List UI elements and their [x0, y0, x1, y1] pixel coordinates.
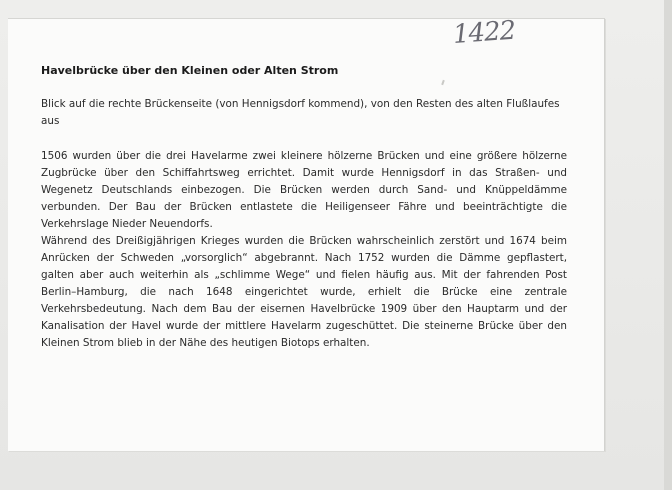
document-title: Havelbrücke über den Kleinen oder Alten Strom [41, 64, 339, 77]
paragraph-history-later: Während des Dreißigjährigen Krieges wurden die Brücken wahrscheinlich zerstört und 1674 beim Anrücken der Schweden „vorsorglich“ abgebrannt. Nach 1752 wurden die Dämme gepflastert, galten aber auch weiterhin als „schlimme Wege“ und fielen häufig aus. Mit der fahrenden Post Berlin–Hamburg, die nach 1648 eingerichtet wurde, erhielt die Brücke eine zentrale Verkehrsbedeutung. Nach dem Bau der eisernen Havelbrücke 1909 über den Hauptarm und der Kanalisation der Havel wurde der mittlere Havelarm zugeschüttet. Die steinerne Brücke über den Kleinen Strom blieb in der Nähe des heutigen Biotops erhalten. [41, 235, 567, 349]
document-subtitle: Blick auf die rechte Brückenseite (von Hennigsdorf kommend), von den Resten des alten Flußlaufes aus [41, 98, 560, 127]
scan-edge [664, 0, 672, 490]
document-body [41, 148, 567, 352]
handwritten-number: 1422 [452, 15, 517, 50]
paragraph-history-1506: 1506 wurden über die drei Havelarme zwei kleinere hölzerne Brücken und eine größere hölzerne Zugbrücke über den Schiffahrtsweg errichtet. Damit wurde Hennigsdorf in das Straßen- und Wegenetz Deutschlands einbezogen. Die Brücken werden durch Sand- und Knüppeldämme verbunden. Der Bau der Brücken entlastete die Heiligenseer Fähre und beeinträchtigte die Verkehrslage Nieder Neuendorfs. [41, 150, 567, 230]
